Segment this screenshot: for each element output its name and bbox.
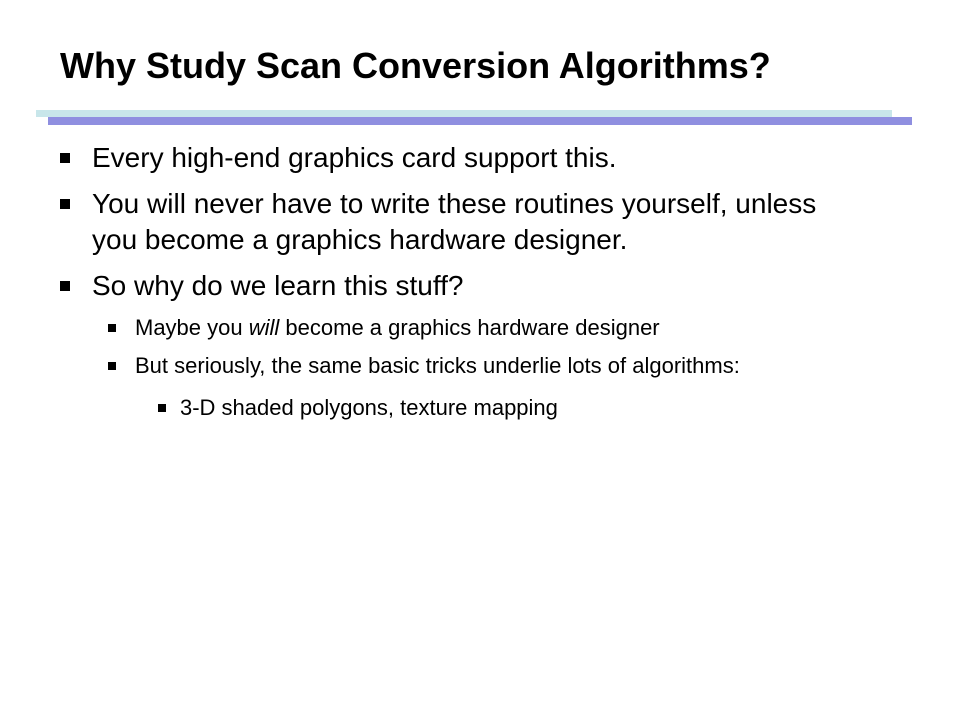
bullet-text: So why do we learn this stuff? (92, 270, 464, 301)
bullet-item (60, 268, 920, 304)
sub-bullet-text-before: Maybe you (135, 315, 249, 340)
sub-bullet-text: But seriously, the same basic tricks underlie lots of algorithms: (135, 353, 740, 378)
bullet-text: Every high-end graphics card support this. (92, 142, 617, 173)
bullet-text: You will never have to write these routines yourself, unless you become a graphics hardware designer. (92, 188, 817, 255)
square-bullet-icon (60, 199, 70, 209)
sub-bullet-item (60, 314, 920, 342)
square-bullet-icon (60, 153, 70, 163)
sub-sub-bullet-item (60, 394, 920, 422)
bullet-item (60, 140, 920, 176)
sub-sub-bullet-text: 3-D shaded polygons, texture mapping (180, 395, 558, 420)
bullet-item (60, 186, 852, 258)
title-divider-light (36, 110, 892, 117)
title-divider-dark (48, 117, 912, 125)
slide-title: Why Study Scan Conversion Algorithms? (60, 45, 771, 86)
sub-bullet-text-after: become a graphics hardware designer (279, 315, 660, 340)
square-bullet-icon (108, 362, 116, 370)
square-bullet-icon (158, 404, 166, 412)
square-bullet-icon (108, 324, 116, 332)
slide-body (60, 140, 920, 422)
sub-bullet-item (60, 352, 925, 380)
square-bullet-icon (60, 281, 70, 291)
sub-bullet-emphasis: will (248, 315, 280, 340)
